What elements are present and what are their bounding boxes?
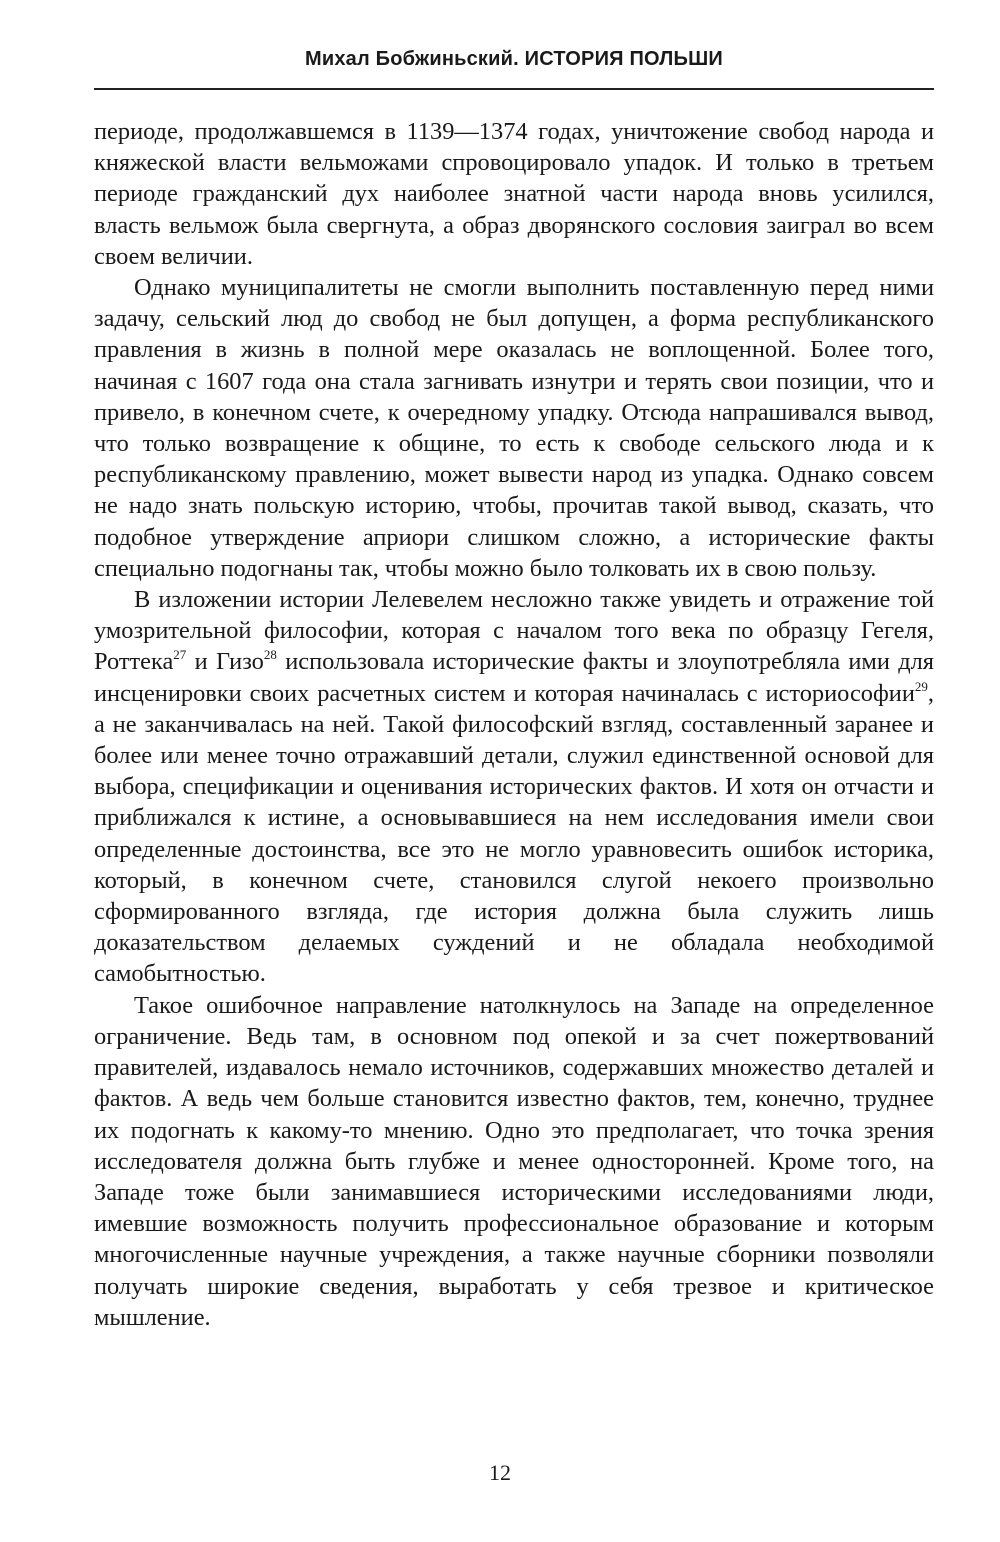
running-head: Михал Бобжиньский. ИСТОРИЯ ПОЛЬШИ: [305, 48, 723, 70]
footnote-ref-27: 27: [173, 647, 187, 663]
paragraph-2: Однако муниципалитеты не смогли выполнить поставленную перед ними задачу, сельский люд до свобод не был допущен, а форма республиканского правления в жизнь в полной мере оказалась не воплощенной. Более того, начиная с 1607 года она стала загнивать изнутри и терять свои позиции, что и привело, в конечном счете, к очередному упадку. Отсюда напрашивался вывод, что только возвращение к общине, то есть к свободе сельского люда и к республиканскому правлению, может вывести народ из упадка. Однако совсем не надо знать польскую историю, чтобы, прочитав такой вывод, сказать, что подобное утверждение априори слишком сложно, а исторические факты специально подогнаны так, чтобы можно было толковать их в свою пользу.: [94, 274, 934, 582]
paragraph-3-text-a: В изложении истории Лелевелем несложно также увидеть и отражение той умозрительной философии, которая с началом того века по образцу Гегеля, Роттека: [94, 586, 934, 676]
footnote-ref-28: 28: [263, 647, 277, 663]
paragraph-3-text-b: и Гизо: [186, 648, 264, 676]
footnote-ref-29: 29: [914, 678, 928, 694]
paragraph-3-text-d: , а не заканчивалась на ней. Такой философский взгляд, составленный заранее и более или менее точно отражавший детали, служил единственной основой для выбора, спецификации и оценивания исторических фактов. И хотя он отчасти и приближался к истине, а основывавшиеся на нем исследования имели свои определенные достоинства, все это не могло уравновесить ошибок историка, который, в конечном счете, становился слугой некоего произвольно сформированного взгляда, где история должна была служить лишь доказательством делаемых суждений и не обладала необходимой самобытностью.: [94, 679, 934, 988]
paragraph-3-text-c: использовала исторические факты и злоупотребляла ими для инсценировки своих расчетных систем и которая начиналась с историософии: [94, 648, 934, 707]
paragraph-3: [94, 584, 934, 990]
page-number: 12: [489, 1460, 511, 1485]
body-text: [94, 116, 934, 1333]
header-rule: [94, 88, 934, 90]
paragraph-4: Такое ошибочное направление натолкнулось на Западе на определенное ограничение. Ведь там, в основном под опекой и за счет пожертвований правителей, издавалось немало источников, содержавших множество деталей и фактов. А ведь чем больше становится известно фактов, тем, конечно, труднее их подогнать к какому-то мнению. Одно это предполагает, что точка зрения исследователя должна быть глубже и менее односторонней. Кроме того, на Западе тоже были занимавшиеся историческими исследованиями люди, имевшие возможность получить профессиональное образование и которым многочисленные научные учреждения, а также научные сборники позволяли получать широкие сведения, выработать у себя трезвое и критическое мышление.: [94, 991, 934, 1331]
paragraph-1: периоде, продолжавшемся в 1139—1374 годах, уничтожение свобод народа и княжеской власти вельможами спровоцировало упадок. И только в третьем периоде гражданский дух наиболее знатной части народа вновь усилился, власть вельмож была свергнута, а образ дворянского сословия заиграл во всем своем величии.: [94, 118, 934, 270]
